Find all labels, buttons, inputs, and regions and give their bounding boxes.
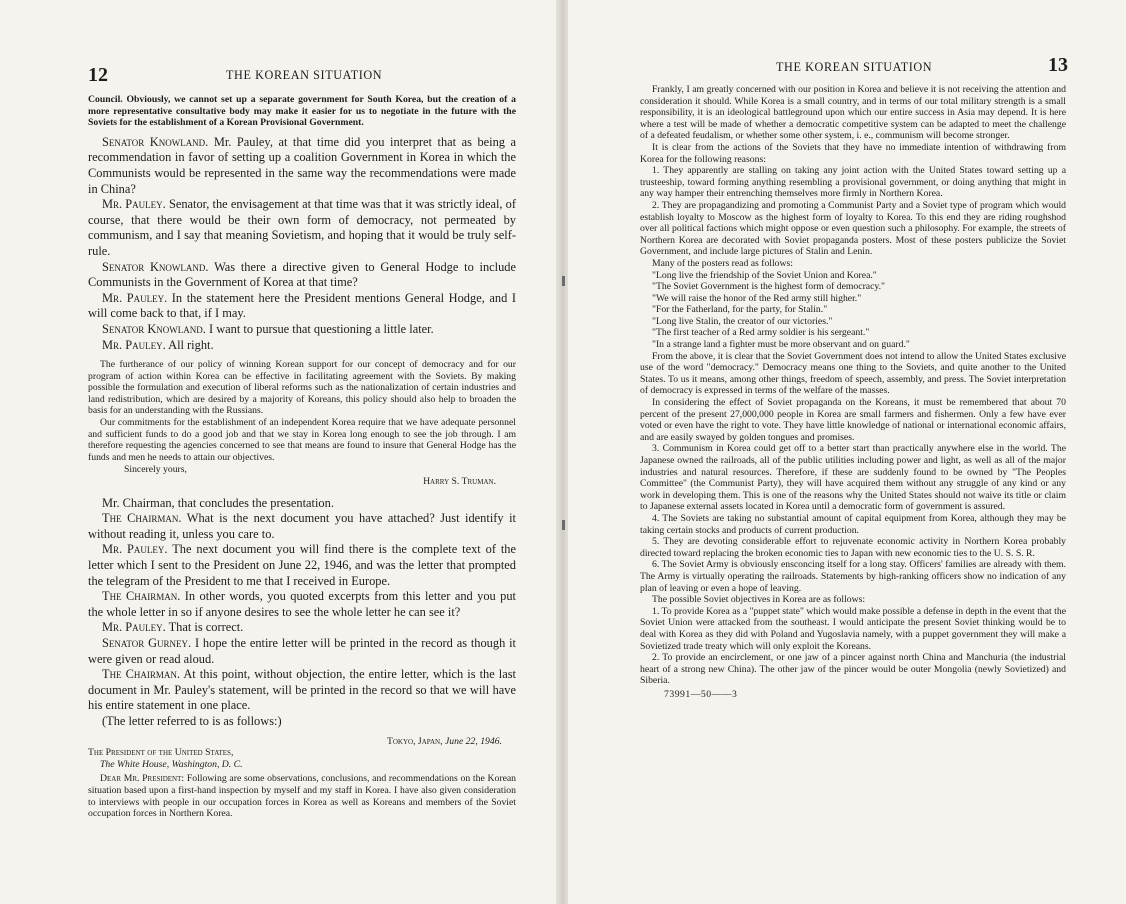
poster-slogan: "Long live the friendship of the Soviet Union and Korea." [652, 269, 877, 281]
speaker-text: (The letter referred to is as follows:) [102, 713, 282, 728]
speaker-name: Mr. Pauley. [102, 542, 168, 557]
poster-slogan: "The Soviet Government is the highest form of democracy." [652, 281, 885, 293]
body-paragraph: Frankly, I am greatly concerned with our position in Korea and believe it is not receiving the attention and consideration it should. While Korea is a small country, and in terms of our total military strength is a small responsibility, it is an ideological battleground upon which our entire success in Asia may depend. It is here where a test will be made of whether a democratic competitive system can be adapted to meet the challenge of a defeated feudalism, or whether some other system, i. e., communism will become stronger. [640, 84, 1066, 142]
testimony-paragraph [88, 620, 516, 636]
testimony-paragraph [88, 636, 516, 667]
letter-paragraph: The furtherance of our policy of winning Korean support for our concept of democracy and for our program of action within Korea can be effective in facilitating agreement with the Soviets. By making possible the formulation and execution of liberal reforms such as the nationalization of certain industries and land redistribution, which are desired by a majority of Koreans, this policy should also help to broaden the basis for an understanding with the Russians. [88, 359, 516, 417]
letter-opening-paragraph: Dear Mr. President: Following are some observations, conclusions, and recommendations on the Korean situation based upon a first-hand inspection by myself and my staff in Korea. I have also given consideration to interviews with people in our occupation forces in Korea as well as Koreans and members of the Soviet occupation forces in Northern Korea. [88, 773, 517, 820]
body-paragraph: 3. Communism in Korea could get off to a better start than practically anywhere else in the world. The Japanese owned the railroads, all of the public utilities including power and light, as well as all of the major industries and natural resources. Therefore, if these are suddenly found to be owned by "The Peoples Committee" (the Communist Party), they will have acquired them without any struggle of any kind or any work in developing them. This is one of the reasons why the United States should not waive its title or claim to Japanese external assets located in Korea until a democratic form of government is assured. [640, 443, 1066, 513]
left-column [88, 94, 516, 820]
speaker-text: In the statement here the President mentions General Hodge, and I will come back to that, if I may. [88, 290, 516, 321]
body-paragraph: The possible Soviet objectives in Korea are as follows: [652, 594, 866, 606]
poster-slogan: "Long live Stalin, the creator of our victories." [652, 315, 833, 327]
speaker-name: Mr. Pauley. [102, 197, 166, 212]
body-paragraph: Many of the posters read as follows: [652, 257, 793, 269]
addressee-line-1: The President of the United States, [88, 747, 234, 759]
poster-slogan: "We will raise the honor of the Red army still higher." [652, 292, 862, 304]
letter-excerpt [88, 359, 516, 463]
speaker-name: Mr. Pauley. [102, 290, 168, 305]
testimony-paragraph [88, 511, 516, 542]
testimony-paragraph [88, 542, 516, 589]
speaker-name: Mr. Pauley. [102, 620, 166, 635]
testimony-paragraph [88, 197, 516, 259]
testimony-paragraph [88, 496, 516, 512]
letter-closing: Sincerely yours, [124, 464, 187, 476]
speaker-text: In other words, you quoted excerpts from this letter and you put the whole letter in so if anyone desires to see the whole letter he can see it? [88, 589, 516, 619]
body-paragraph: 2. To provide an encirclement, or one jaw of a pincer against north China and Manchuria (the industrial heart of a strong new China). The other jaw of the pincer would be outer Mongolia (newly Sovietized) and Siberia. [640, 652, 1066, 687]
printer-folio: 73991—50——3 [664, 688, 738, 700]
running-head-right: THE KOREAN SITUATION [776, 60, 933, 74]
speaker-text: Senator, the envisagement at that time was that it was strictly ideal, of course, that there would be their own form of democracy, not permeated by communism, and I say that meaning Sovietism, and hoping that it would be truly self-rule. [88, 197, 516, 258]
speaker-text: The next document you will find there is the complete text of the letter which I sent to the President on June 22, 1946, and was the letter that prompted the telegram of the President to me that I received in Europe. [88, 542, 516, 588]
speaker-name: Senator Knowland. [102, 259, 209, 274]
speaker-name: Senator Gurney. [102, 635, 192, 650]
testimony-paragraph [88, 714, 516, 730]
binding-mark [562, 520, 565, 530]
testimony-paragraph [88, 260, 516, 291]
body-paragraph: It is clear from the actions of the Soviets that they have no immediate intention of withdrawing from Korea for the following reasons: [640, 141, 1066, 165]
letter-dateline: Tokyo, Japan, June 22, 1946. [386, 735, 502, 747]
speaker-name: Senator Knowland. [102, 321, 206, 336]
poster-slogan: "For the Fatherland, for the party, for Stalin." [652, 304, 828, 316]
speaker-text: I want to pursue that questioning a little later. [208, 321, 434, 336]
running-head-left: THE KOREAN SITUATION [226, 68, 383, 82]
speaker-name: Senator Knowland. [102, 134, 209, 149]
poster-slogans [640, 270, 1066, 351]
body-paragraph: 1. To provide Korea as a "puppet state" which would make possible a defense in depth in the event that the Soviet Union were attacked from the southeast. I would anticipate the present Soviet thinking would be to deal with Korea as they did with Poland and Yugoslavia namely, with a puppet government they will make a Sovietized trade treaty which will only exploit the Koreans. [640, 605, 1066, 652]
speaker-name: The Chairman. [102, 511, 182, 526]
speaker-text: Mr. Chairman, that concludes the presentation. [102, 495, 334, 510]
speaker-name: The Chairman. [102, 589, 181, 604]
poster-slogan: "The first teacher of a Red army soldier is his sergeant." [652, 327, 870, 339]
testimony-paragraph [88, 338, 516, 354]
body-paragraph: From the above, it is clear that the Soviet Government does not intend to allow the United States exclusive use of the word "democracy." Democracy means one thing to the Soviets, and quite another to the United States. To us it means, among other things, freedom of speech, assembly, and press. The Soviet interpretation of democracy is expressed in terms of the welfare of the masses. [640, 350, 1066, 397]
testimony-block-2 [88, 496, 516, 730]
poster-slogan: "In a strange land a fighter must be more observant and on guard." [652, 339, 910, 351]
testimony-paragraph [88, 291, 516, 322]
testimony-paragraph [88, 589, 516, 620]
page-number-left: 12 [88, 64, 108, 86]
speaker-text: At this point, without objection, the entire letter, which is the last document in Mr. Pauley's statement, will be printed in the record so that we will have his entire statement in one place. [88, 667, 516, 713]
speaker-text: All right. [168, 337, 214, 352]
right-page [568, 0, 1126, 904]
testimony-paragraph [88, 667, 516, 714]
left-page [0, 0, 560, 904]
testimony-paragraph [88, 135, 516, 197]
speaker-name: The Chairman. [102, 667, 180, 682]
testimony-block-1 [88, 135, 516, 353]
speaker-text: Was there a directive given to General Hodge to include Communists in the Government of Korea at that time? [88, 259, 516, 290]
body-paragraph: 4. The Soviets are taking no substantial amount of capital equipment from Korea, although they may be taking certain stocks and products of current production. [640, 512, 1066, 536]
speaker-text: Mr. Pauley, at that time did you interpret that as being a recommendation in favor of setting up a coalition Government in Korea in which the Communists would be represented in the same way the recommendations were made in China? [88, 134, 516, 196]
speaker-name: Mr. Pauley. [102, 337, 166, 352]
letter-signature: Harry S. Truman. [423, 476, 496, 488]
body-paragraph: 5. They are devoting considerable effort to rejuvenate economic activity in Northern Korea probably directed toward replacing the broken economic ties to Japan with new economic ties to the U. S. S. R. [640, 536, 1066, 559]
letter-paragraph: Our commitments for the establishment of an independent Korea require that we have adequate personnel and sufficient funds to do a good job and that we stay in Korea long enough to see the job through. I am therefore requesting the agencies concerned to see that means are found to insure that General Hodge has the funds and men he needs to attain our objectives. [88, 417, 516, 463]
body-paragraph: 6. The Soviet Army is obviously ensconcing itself for a long stay. Officers' families are already with them. The Army is virtually operating the railroads. Statements by high-ranking officers show no indication of any plan of leaving or even a hope of leaving. [640, 559, 1066, 594]
body-paragraph: In considering the effect of Soviet propaganda on the Koreans, it must be remembered that about 70 percent of the present 27,000,000 people in Korea are small farmers and fishermen. Only a few have ever voted or even have the right to vote. They have little knowledge of national or international economic affairs, and are easily swayed by golden tongues and promises. [640, 397, 1066, 443]
speaker-text: I hope the entire letter will be printed in the record as though it were given or read aloud. [88, 635, 516, 666]
letter-paragraphs-a [640, 84, 1066, 270]
speaker-text: What is the next document you have attached? Just identify it without reading it, unless you care to. [88, 511, 517, 541]
opening-paragraph: Council. Obviously, we cannot set up a separate government for South Korea, but the creation of a more representative consultative body may make it easier for us to negotiate in the future with the Soviets for the establishment of a Korean Provisional Government. [88, 94, 516, 129]
letter-paragraphs-b [640, 351, 1066, 687]
right-column [640, 84, 1066, 700]
speaker-text: That is correct. [168, 620, 244, 635]
binding-mark [562, 276, 565, 286]
page-number-right: 13 [1048, 54, 1068, 76]
testimony-paragraph [88, 322, 516, 338]
addressee-line-2: The White House, Washington, D. C. [100, 758, 243, 770]
body-paragraph: 1. They apparently are stalling on taking any joint action with the United States toward setting up a trusteeship, toward forming anything resembling a provisional government, or doing anything that might in any way hamper their entrenching themselves more firmly in Northern Korea. [640, 165, 1066, 200]
body-paragraph: 2. They are propagandizing and promoting a Communist Party and a Soviet type of program which would establish loyalty to Moscow as the highest form of loyalty to Korea. To this end they are riding roughshod over all political factions which might oppose or even question such a philosophy. For example, the streets of Northern Korea are decorated with Soviet propaganda posters. Most of these posters publicize the Soviet Government, and include large pictures of Stalin and Lenin. [640, 199, 1066, 258]
